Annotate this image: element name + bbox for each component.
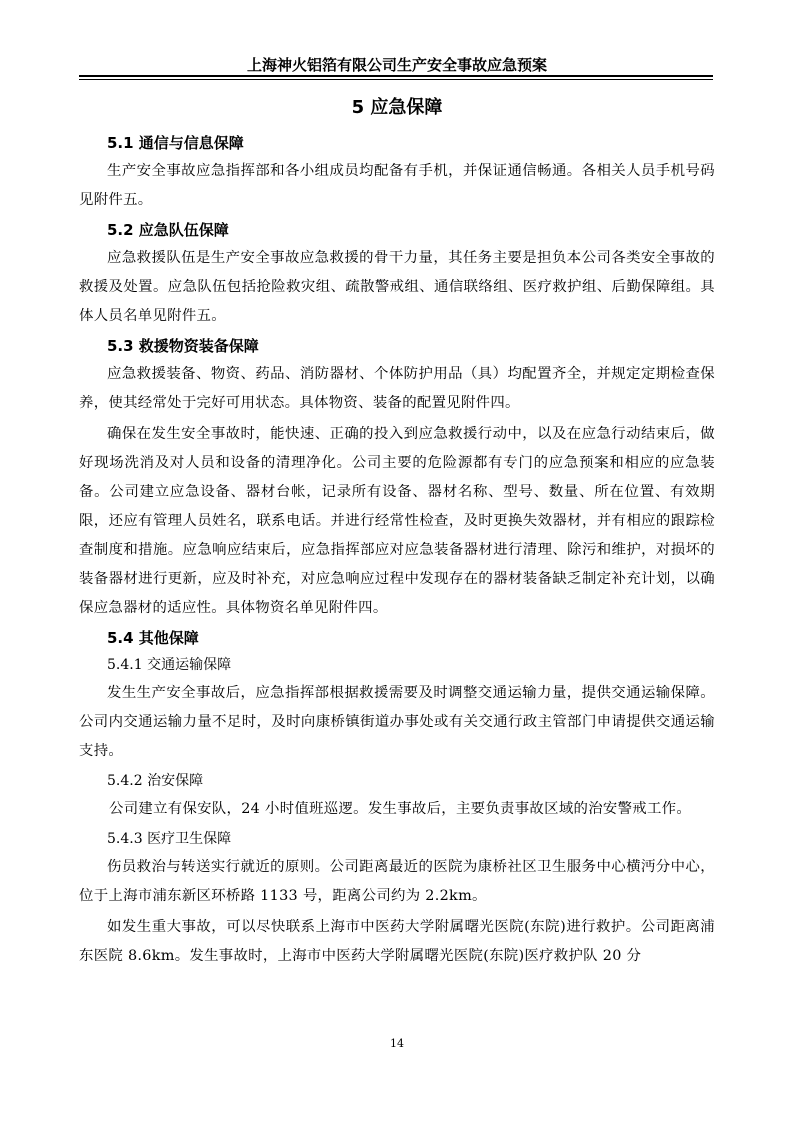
subsection-heading-5-4-3: 5.4.3 医疗卫生保障	[107, 831, 232, 847]
document-body	[79, 130, 715, 973]
paragraph-5-2-1: 应急救援队伍是生产安全事故应急救援的骨干力量，其任务主要是担负本公司各类安全事故的救援及处置。应急队伍包括抢险救灾组、疏散警戒组、通信联络组、医疗救护组、后勤保障组。具体人员名单见附件五。	[79, 250, 715, 324]
subsection-heading-5-4-1: 5.4.1 交通运输保障	[107, 657, 232, 673]
paragraph-5-3-1: 应急救援装备、物资、药品、消防器材、个体防护用品（具）均配置齐全，并规定定期检查保养，使其经常处于完好可用状态。具体物资、装备的配置见附件四。	[79, 366, 715, 411]
page-number: 14	[390, 1037, 404, 1050]
header-rule-thick	[79, 75, 713, 77]
paragraph-5-4-3-1: 伤员救治与转送实行就近的原则。公司距离最近的医院为康桥社区卫生服务中心横沔分中心，位于上海市浦东新区环桥路 1133 号，距离公司约为 2.2km。	[79, 859, 715, 904]
paragraph-5-4-3-2: 如发生重大事故，可以尽快联系上海市中医药大学附属曙光医院(东院)进行救护。公司距离浦东医院 8.6km。发生事故时，上海市中医药大学附属曙光医院(东院)医疗救护队 20 分	[79, 919, 715, 964]
subsection-heading-5-4-2: 5.4.2 治安保障	[107, 773, 204, 789]
paragraph-5-4-2-1: 公司建立有保安队，24 小时值班巡逻。发生事故后，主要负责事故区域的治安警戒工作。	[109, 801, 692, 817]
paragraph-5-3-2: 确保在发生安全事故时，能快速、正确的投入到应急救援行动中，以及在应急行动结束后，做好现场洗消及对人员和设备的清理净化。公司主要的危险源都有专门的应急预案和相应的应急装备。公司建立应急设备、器材台帐，记录所有设备、器材名称、型号、数量、所在位置、有效期限，还应有管理人员姓名，联系电话。并进行经常性检查，及时更换失效器材，并有相应的跟踪检查制度和措施。应急响应结束后，应急指挥部应对应急装备器材进行清理、除污和维护，对损坏的装备器材进行更新，应及时补充，对应急响应过程中发现存在的器材装备缺乏制定补充计划，以确保应急器材的适应性。具体物资名单见附件四。	[79, 426, 715, 616]
section-heading-5-2: 5.2 应急队伍保障	[107, 221, 229, 239]
running-header-title: 上海神火铝箔有限公司生产安全事故应急预案	[246, 56, 547, 74]
section-heading-5-3: 5.3 救援物资装备保障	[107, 337, 259, 355]
paragraph-5-1-1: 生产安全事故应急指挥部和各小组成员均配备有手机，并保证通信畅通。各相关人员手机号码见附件五。	[79, 163, 715, 208]
header-rule-thin	[79, 79, 713, 80]
chapter-title: 5 应急保障	[351, 97, 443, 118]
paragraph-5-4-1-1: 发生生产安全事故后，应急指挥部根据救援需要及时调整交通运输力量，提供交通运输保障。公司内交通运输力量不足时，及时向康桥镇街道办事处或有关交通行政主管部门申请提供交通运输支持。	[79, 685, 715, 759]
section-heading-5-1: 5.1 通信与信息保障	[107, 134, 244, 152]
section-heading-5-4: 5.4 其他保障	[107, 629, 199, 647]
